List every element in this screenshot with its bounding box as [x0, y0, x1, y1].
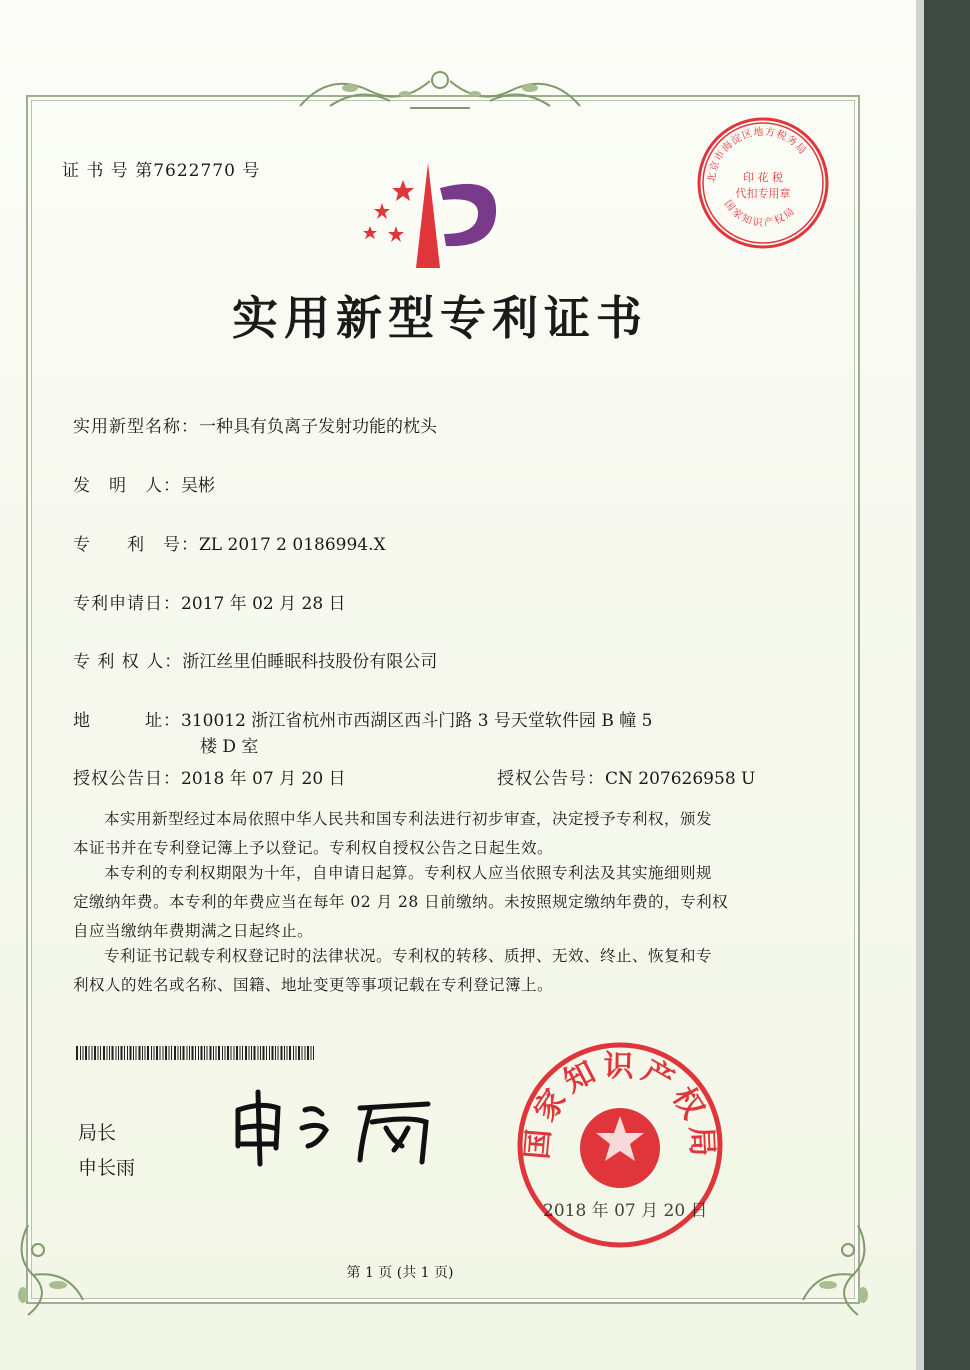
body-paragraph: [73, 805, 795, 863]
field-value: 浙江丝里伯睡眠科技股份有限公司: [182, 652, 438, 672]
tax-stamp: [693, 113, 833, 253]
top-ornament-icon: [290, 66, 590, 116]
field-value: 2018 年 07 月 20 日: [181, 769, 346, 789]
paragraph-line: 利权人的姓名或名称、国籍、地址变更等事项记载在专利登记簿上。: [73, 976, 554, 994]
paragraph-line: 定缴纳年费。本专利的年费应当在每年 02 月 28 日前缴纳。未按照规定缴纳年费的，专利权: [73, 893, 729, 911]
field-patentee: [73, 647, 437, 672]
binding-edge: [916, 0, 970, 1370]
field-label: 专利申请日：: [73, 594, 181, 614]
paragraph-line: 专利证书记载专利权登记时的法律状况。专利权的转移、质押、无效、终止、恢复和专: [104, 947, 713, 965]
stamp-bottom-text: 国家知识产权局: [721, 198, 799, 230]
body-paragraph: [73, 942, 795, 1000]
paragraph-line: 本证书并在专利登记簿上予以登记。专利权自授权公告之日起生效。: [73, 839, 554, 857]
field-address: [73, 706, 652, 731]
field-label: 实用新型名称：: [73, 417, 199, 437]
barcode: [76, 1046, 318, 1060]
field-value: 2017 年 02 月 28 日: [181, 594, 346, 614]
field-label: 地 址：: [73, 711, 181, 731]
field-label: 发 明 人：: [73, 476, 181, 496]
field-label: 专 利 号：: [73, 535, 199, 555]
field-model-name: [73, 412, 437, 437]
paragraph-line: 自应当缴纳年费期满之日起终止。: [73, 922, 314, 940]
seal-ring-text: 国家知识产权局: [519, 1048, 720, 1164]
field-value: CN 207626958 U: [605, 769, 756, 789]
decorative-border: [26, 95, 860, 1304]
body-paragraph: [73, 859, 795, 946]
field-inventor: [73, 471, 215, 496]
field-address-line2: 楼 D 室: [200, 737, 259, 757]
field-grant-number: [497, 764, 755, 789]
field-value: ZL 2017 2 0186994.X: [199, 535, 386, 555]
field-label: 授权公告日：: [73, 769, 181, 789]
stamp-center-line2: 代扣专用章: [735, 187, 791, 200]
paragraph-line: 本专利的专利权期限为十年，自申请日起算。专利权人应当依照专利法及其实施细则规: [104, 864, 713, 882]
field-filing-date: [73, 589, 346, 614]
stamp-ring-text: 北京市海淀区地方税务局: [706, 126, 809, 184]
field-value: 吴彬: [181, 476, 215, 496]
stamp-center-line1: 印 花 税: [743, 171, 783, 184]
patent-office-logo-icon: [358, 158, 508, 273]
field-label: 专 利 权 人：: [73, 652, 183, 672]
page-number: 第 1 页 (共 1 页): [346, 1265, 454, 1281]
field-patent-number: [73, 530, 386, 555]
certificate-number: 证 书 号 第7622770 号: [62, 161, 261, 181]
paragraph-line: 本实用新型经过本局依照中华人民共和国专利法进行初步审查，决定授予专利权，颁发: [104, 810, 713, 828]
field-grant-date: [73, 764, 346, 789]
certificate-title: 实用新型专利证书: [232, 291, 648, 345]
field-value: 310012 浙江省杭州市西湖区西斗门路 3 号天堂软件园 B 幢 5: [181, 711, 653, 731]
seal-date: 2018 年 07 月 20 日: [543, 1201, 708, 1221]
director-signature: [230, 1088, 440, 1168]
director-title: 局长: [78, 1122, 117, 1144]
field-value: 一种具有负离子发射功能的枕头: [199, 417, 437, 437]
director-name: 申长雨: [78, 1157, 136, 1179]
svg-text:国家知识产权局: [722, 198, 798, 229]
field-label: 授权公告号：: [497, 769, 605, 789]
